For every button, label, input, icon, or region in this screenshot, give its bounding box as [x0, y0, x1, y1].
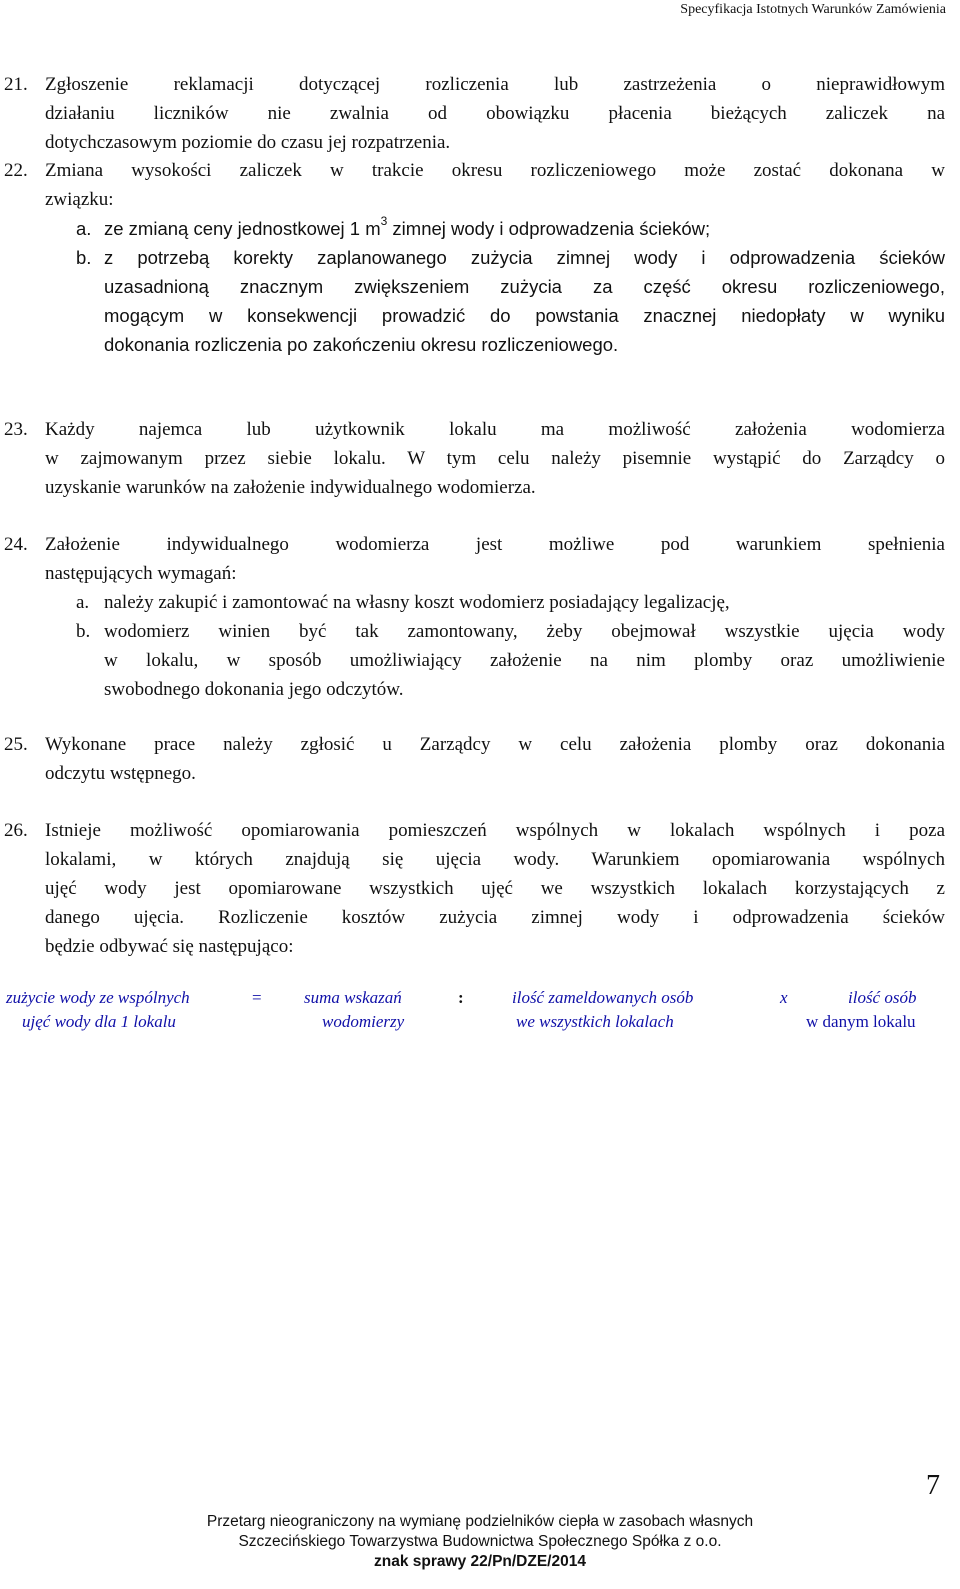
- formula-term-2: suma wskazań: [304, 988, 402, 1007]
- formula-term-1: zużycie wody ze wspólnych: [6, 988, 190, 1007]
- sub-item-b-line: w lokalu, w sposób umożliwiający założenie na nim plomby oraz umożliwienie: [104, 650, 945, 671]
- sub-item-b-line: swobodnego dokonania jego odczytów.: [104, 679, 404, 700]
- text-line: ujęć wody jest opomiarowane wszystkich ujęć we wszystkich lokalach korzystających z: [45, 878, 945, 899]
- footer-line: Przetarg nieograniczony na wymianę podzielników ciepła w zasobach własnych: [206, 1513, 754, 1530]
- sub-item-b-line: wodomierz winien być tak zamontowany, żeby obejmował wszystkie ujęcia wody: [104, 621, 945, 642]
- formula-divide: :: [458, 988, 464, 1007]
- text-line: będzie odbywać się następująco:: [45, 936, 294, 957]
- formula-term-2: wodomierzy: [322, 1012, 405, 1031]
- document-header: Specyfikacja Istotnych Warunków Zamówienia: [680, 2, 946, 17]
- sub-item-a: ze zmianą ceny jednostkowej 1 $m^3$ zimnej wody i odprowadzenia ścieków;: [104, 213, 711, 239]
- item-number: 21.: [4, 74, 28, 95]
- formula-equals: =: [252, 988, 262, 1007]
- text-line: Założenie indywidualnego wodomierza jest możliwe pod warunkiem spełnienia: [45, 534, 945, 555]
- sub-label-a: a.: [76, 592, 90, 613]
- formula-times: x: [780, 988, 788, 1007]
- sub-item-a: należy zakupić i zamontować na własny koszt wodomierz posiadający legalizację,: [104, 592, 730, 613]
- footer-line: Szczecińskiego Towarzystwa Budownictwa Społecznego Spółka z o.o.: [238, 1533, 722, 1550]
- text-line: Istnieje możliwość opomiarowania pomieszczeń wspólnych w lokalach wspólnych i poza: [45, 820, 945, 841]
- page-number: 7: [926, 1470, 940, 1501]
- sub-item-b-line: dokonania rozliczenia po zakończeniu okresu rozliczeniowego.: [104, 334, 619, 355]
- formula-term-1: ujęć wody dla 1 lokalu: [22, 1012, 176, 1031]
- case-reference: znak sprawy 22/Pn/DZE/2014: [374, 1553, 586, 1570]
- item-number: 25.: [4, 734, 28, 755]
- superscript: 3: [380, 213, 388, 228]
- text-line: danego ujęcia. Rozliczenie kosztów zużycia zimnej wody i odprowadzenia ścieków: [45, 907, 945, 928]
- text-line: działaniu liczników nie zwalnia od obowiązku płacenia bieżących zaliczek na: [45, 103, 945, 124]
- item-number: 22.: [4, 160, 28, 181]
- text-line: Wykonane prace należy zgłosić u Zarządcy w celu założenia plomby oraz dokonania: [45, 734, 945, 755]
- text-line: następujących wymagań:: [45, 563, 237, 584]
- item-number: 26.: [4, 820, 28, 841]
- text-line: Każdy najemca lub użytkownik lokalu ma możliwość założenia wodomierza: [45, 419, 945, 440]
- sub-item-b-line: uzasadnioną znacznym zwiększeniem zużycia za część okresu rozliczeniowego,: [104, 276, 945, 297]
- formula-term-3: ilość zameldowanych osób: [512, 988, 694, 1007]
- sub-label-b: b.: [76, 247, 92, 268]
- sub-item-b-line: z potrzebą korekty zaplanowanego zużycia zimnej wody i odprowadzenia ścieków: [104, 247, 945, 268]
- text-line: związku:: [45, 189, 114, 210]
- sub-item-b-line: mogącym w konsekwencji prowadzić do powstania znacznej niedopłaty w wyniku: [104, 305, 945, 326]
- formula-term-4: w danym lokalu: [806, 1012, 916, 1031]
- text-line: Zmiana wysokości zaliczek w trakcie okresu rozliczeniowego może zostać dokonana w: [45, 160, 945, 181]
- text-line: w zajmowanym przez siebie lokalu. W tym celu należy pisemnie wystąpić do Zarządcy o: [45, 448, 945, 469]
- sub-label-a: a.: [76, 218, 92, 239]
- sub-label-b: b.: [76, 621, 91, 642]
- consumption-formula: [0, 986, 960, 1046]
- text-line: Zgłoszenie reklamacji dotyczącej rozliczenia lub zastrzeżenia o nieprawidłowym: [45, 74, 945, 95]
- formula-term-3: we wszystkich lokalach: [516, 1012, 674, 1031]
- item-number: 24.: [4, 534, 28, 555]
- text-line: odczytu wstępnego.: [45, 763, 196, 784]
- item-number: 23.: [4, 419, 28, 440]
- text-line: uzyskanie warunków na założenie indywidualnego wodomierza.: [45, 477, 536, 498]
- formula-term-4: ilość osób: [848, 988, 917, 1007]
- document-footer: [0, 1512, 960, 1572]
- text-line: dotychczasowym poziomie do czasu jej rozpatrzenia.: [45, 132, 451, 153]
- text-line: lokalami, w których znajdują się ujęcia wody. Warunkiem opomiarowania wspólnych: [45, 849, 945, 870]
